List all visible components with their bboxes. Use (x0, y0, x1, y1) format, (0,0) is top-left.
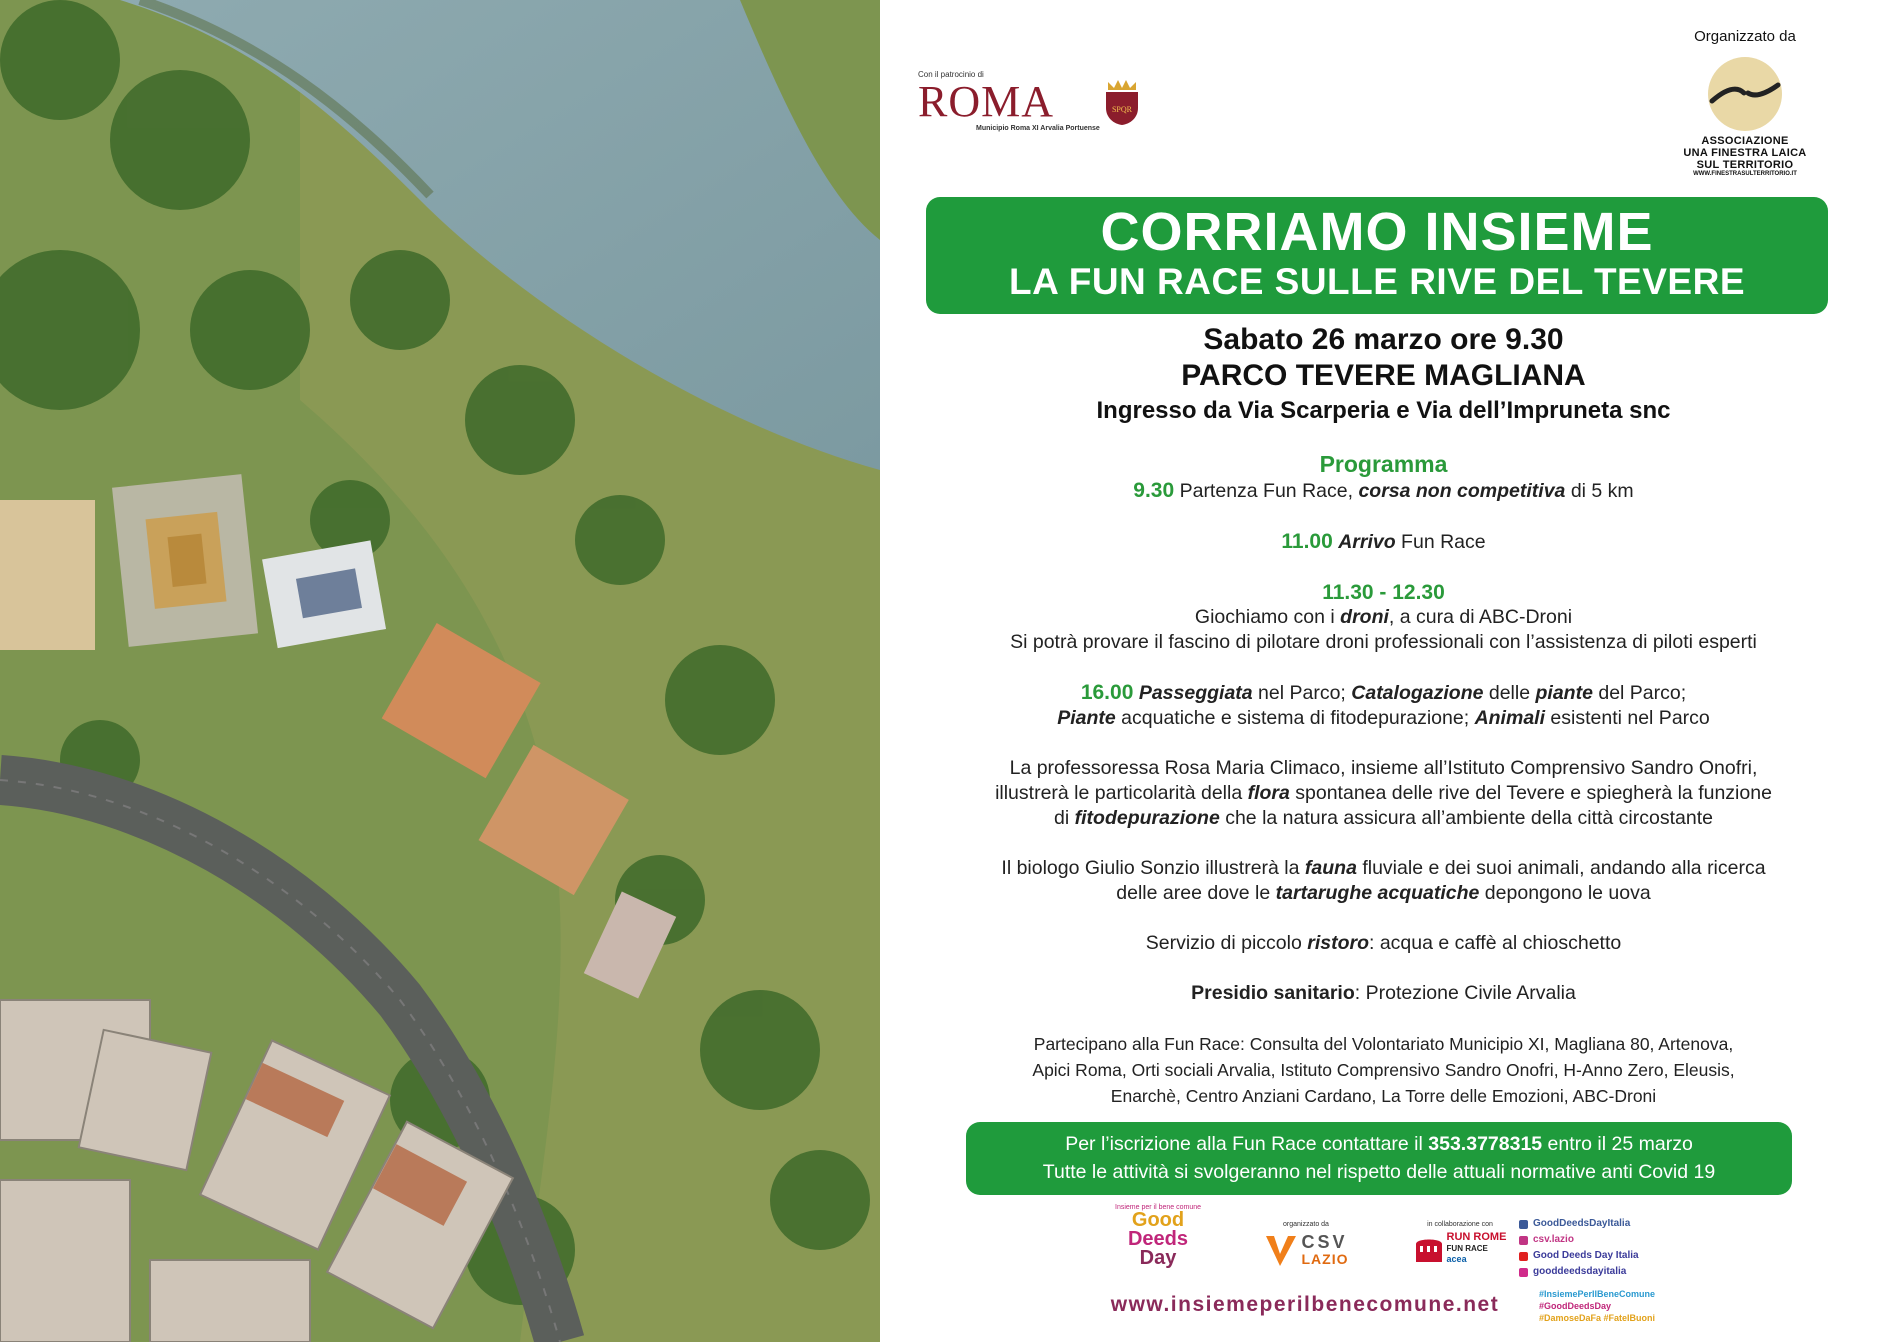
program-paragraph-flora: La professoressa Rosa Maria Climaco, insieme all’Istituto Comprensivo Sandro Onofri, illustrerà le particolarità della flora spontanea delle rive del Tevere e spiegherà la funzione di fitodepurazione che la natura assicura all’ambiente della città circostante (995, 757, 1772, 829)
event-info (880, 322, 1887, 428)
youtube-icon (1519, 1252, 1528, 1261)
event-place: PARCO TEVERE MAGLIANA (1181, 359, 1586, 392)
program-item-3: 11.30 - 12.30 Giochiamo con i droni, a cura di ABC-Droni Si potrà provare il fascino di pilotare droni professionali con l’assistenza di piloti esperti (1010, 581, 1757, 653)
registration-phone[interactable]: 353.3778315 (1428, 1133, 1543, 1155)
organizer-block (1640, 28, 1850, 177)
event-date: Sabato 26 marzo ore 9.30 (1203, 323, 1564, 356)
registration-banner: Per l’iscrizione alla Fun Race contattare il 353.3778315 entro il 25 marzo Tutte le attività si svolgeranno nel rispetto delle attuali normative anti Covid 19 (966, 1122, 1792, 1195)
patronage-block (918, 70, 1148, 132)
csv-lazio-logo: organizzato da CSV LAZIO (1246, 1221, 1366, 1268)
program-paragraph-fauna: Il biologo Giulio Sonzio illustrerà la fauna fluviale e dei suoi animali, andando alla ricerca delle aree dove le tartarughe acquatiche depongono le uova (1001, 857, 1766, 904)
flickr-icon (1519, 1268, 1528, 1277)
roma-logo-text: ROMA (918, 77, 1055, 126)
hashtags: #InsiemePerIlBeneComune #GoodDeedsDay #DamoseDaFa #FateIBuoni (1539, 1289, 1656, 1323)
social-flickr[interactable]: gooddeedsdayitalia (1519, 1264, 1719, 1280)
colosseum-icon (1414, 1234, 1444, 1264)
title-banner (926, 197, 1828, 314)
program-item-2: 11.00 Arrivo Fun Race (1281, 530, 1486, 553)
patronage-label: Con il patrocinio di (918, 70, 984, 79)
organizer-name-1: ASSOCIAZIONE (1701, 135, 1789, 147)
program-presidio: Presidio sanitario: Protezione Civile Arvalia (1191, 982, 1576, 1004)
svg-text:SPQR: SPQR (1111, 105, 1133, 114)
facebook-icon (1519, 1220, 1528, 1229)
program-heading: Programma (1319, 451, 1448, 477)
organizer-url: WWW.FINESTRASULTERRITORIO.IT (1693, 171, 1797, 177)
program-item-1: 9.30 Partenza Fun Race, corsa non competitiva di 5 km (1133, 479, 1634, 502)
organizer-name-2: UNA FINESTRA LAICA (1683, 147, 1807, 159)
main-subtitle: LA FUN RACE SULLE RIVE DEL TEVERE (1008, 261, 1745, 302)
event-entrance: Ingresso da Via Scarperia e Via dell’Impruneta snc (1096, 397, 1671, 424)
instagram-icon (1519, 1236, 1528, 1245)
aerial-photo (0, 0, 880, 1342)
organizer-label: Organizzato da (1694, 28, 1796, 45)
run-rome-logo: in collaborazione con RUN ROME FUN RACE acea (1400, 1221, 1520, 1265)
program (880, 451, 1887, 1006)
social-links (1519, 1216, 1719, 1280)
roma-crest-icon (1102, 78, 1142, 126)
organizer-name-3: SUL TERRITORIO (1696, 159, 1794, 171)
social-youtube[interactable]: Good Deeds Day Italia (1519, 1248, 1719, 1264)
program-ristoro: Servizio di piccolo ristoro: acqua e caffè al chioschetto (1145, 932, 1622, 954)
hands-logo-icon (1708, 57, 1782, 131)
social-facebook[interactable]: GoodDeedsDayItalia (1519, 1216, 1719, 1232)
footer (880, 1204, 1887, 1342)
partners-list: Partecipano alla Fun Race: Consulta del Volontariato Municipio XI, Magliana 80, Artenova, Apici Roma, Orti sociali Arvalia, Istituto Comprensivo Sandro Onofri, H-Anno Zero, Eleusis, Enarchè, Centro Anziani Cardano, La Torre delle Emozioni, ABC-Droni (1032, 1034, 1735, 1106)
municipality-label: Municipio Roma XI Arvalia Portuense (976, 125, 1100, 132)
website-link[interactable]: www.insiemeperilbenecomune.net (1110, 1293, 1500, 1316)
program-item-4: 16.00 Passeggiata nel Parco; Catalogazione delle piante del Parco; Piante acquatiche e sistema di fitodepurazione; Animali esistenti nel Parco (1057, 681, 1710, 729)
flyer-content (880, 0, 1887, 1342)
social-instagram[interactable]: csv.lazio (1519, 1232, 1719, 1248)
aerial-river-photo-icon (0, 0, 880, 1342)
good-deeds-day-logo: Insieme per il bene comune Good Deeds Day (1115, 1204, 1201, 1269)
csv-mark-icon (1264, 1234, 1298, 1268)
main-title: CORRIAMO INSIEME (1100, 202, 1654, 262)
